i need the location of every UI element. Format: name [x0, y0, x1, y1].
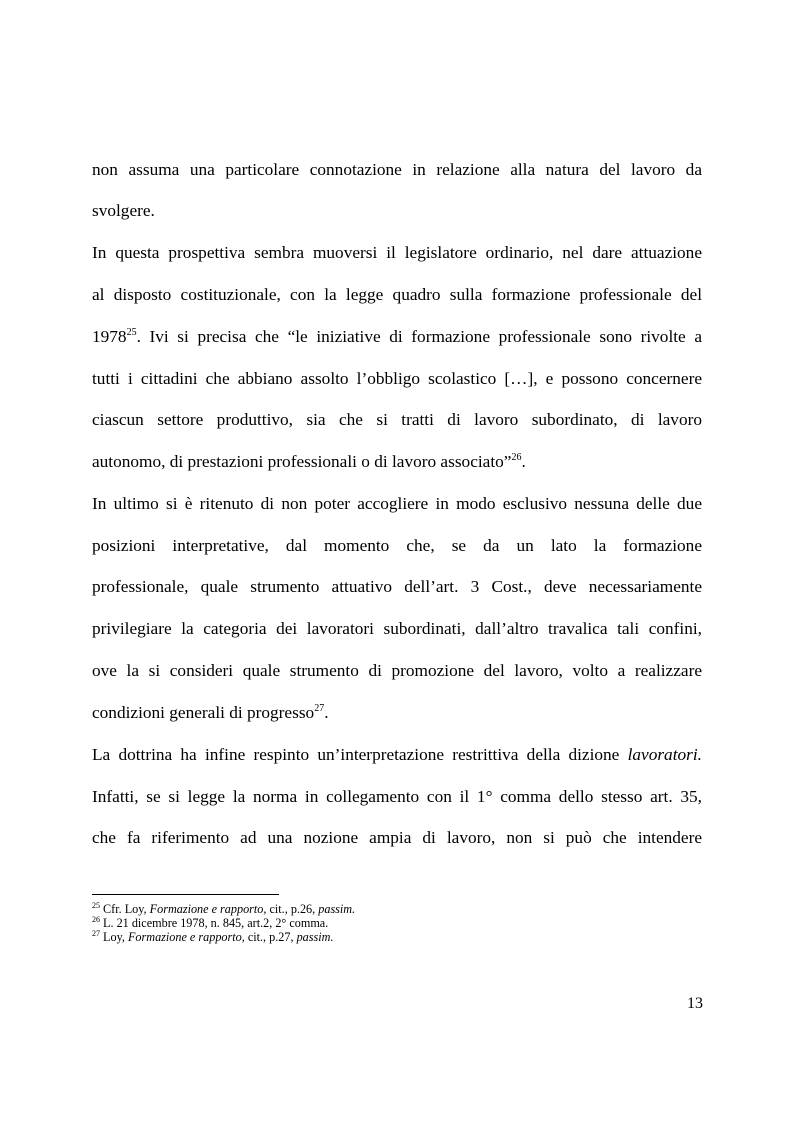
italic-term: lavoratori.: [627, 745, 702, 764]
body-line: ove la si consideri quale strumento di promozione del lavoro, volto a realizzare: [92, 661, 702, 680]
footnote-text: L. 21 dicembre 1978, n. 845, art.2, 2° comma.: [100, 916, 329, 930]
body-line: ciascun settore produttivo, sia che si tratti di lavoro subordinato, di lavoro: [92, 410, 702, 429]
body-line: In questa prospettiva sembra muoversi il legislatore ordinario, nel dare attuazione: [92, 243, 702, 262]
footnote-separator: [92, 894, 279, 895]
year-text: 1978: [92, 327, 127, 346]
footnote-ref-25[interactable]: 25: [126, 327, 137, 338]
body-text: .: [324, 703, 329, 722]
footnote-text: , cit., p.27,: [241, 930, 297, 944]
footnote-number: 26: [92, 915, 100, 924]
body-line: [92, 452, 702, 472]
footnote-ref-27[interactable]: 27: [314, 703, 325, 714]
body-line: privilegiare la categoria dei lavoratori subordinati, dall’altro travalica tali confini,: [92, 619, 702, 638]
body-text: . Ivi si precisa che “le iniziative di formazione professionale sono rivolte a: [136, 327, 702, 346]
footnote-27: [92, 930, 334, 944]
body-line: [92, 703, 702, 723]
footnote-number: 25: [92, 901, 100, 910]
body-text: La dottrina ha infine respinto un’interpretazione restrittiva della dizione: [92, 745, 628, 764]
footnote-title: Formazione e rapporto: [149, 902, 264, 916]
footnote-passim: passim.: [318, 902, 356, 916]
body-line: [92, 745, 702, 765]
body-line: svolgere.: [92, 201, 155, 220]
body-line: [92, 327, 702, 347]
body-line: professionale, quale strumento attuativo dell’art. 3 Cost., deve necessariamente: [92, 577, 702, 596]
footnote-number: 27: [92, 929, 100, 938]
footnote-ref-26[interactable]: 26: [511, 452, 522, 463]
body-line: che fa riferimento ad una nozione ampia di lavoro, non si può che intendere: [92, 828, 702, 847]
body-text: condizioni generali di progresso: [92, 703, 315, 722]
body-line: al disposto costituzionale, con la legge quadro sulla formazione professionale del: [92, 285, 702, 304]
body-line: non assuma una particolare connotazione in relazione alla natura del lavoro da: [92, 160, 702, 179]
footnote-25: [92, 902, 355, 916]
body-text: .: [521, 452, 526, 471]
footnote-passim: passim.: [296, 930, 334, 944]
body-line: Infatti, se si legge la norma in collegamento con il 1° comma dello stesso art. 35,: [92, 787, 702, 806]
body-line: In ultimo si è ritenuto di non poter accogliere in modo esclusivo nessuna delle due: [92, 494, 702, 513]
footnote-26: [92, 916, 328, 930]
body-line: posizioni interpretative, dal momento che, se da un lato la formazione: [92, 536, 702, 555]
body-line: tutti i cittadini che abbiano assolto l’obbligo scolastico […], e possono concernere: [92, 369, 702, 388]
body-text: autonomo, di prestazioni professionali o di lavoro associato”: [92, 452, 512, 471]
footnote-title: Formazione e rapporto: [127, 930, 242, 944]
footnote-text: , cit., p.26,: [263, 902, 319, 916]
footnote-text: Loy,: [100, 930, 128, 944]
footnote-text: Cfr. Loy,: [100, 902, 150, 916]
page-number: 13: [687, 995, 703, 1012]
